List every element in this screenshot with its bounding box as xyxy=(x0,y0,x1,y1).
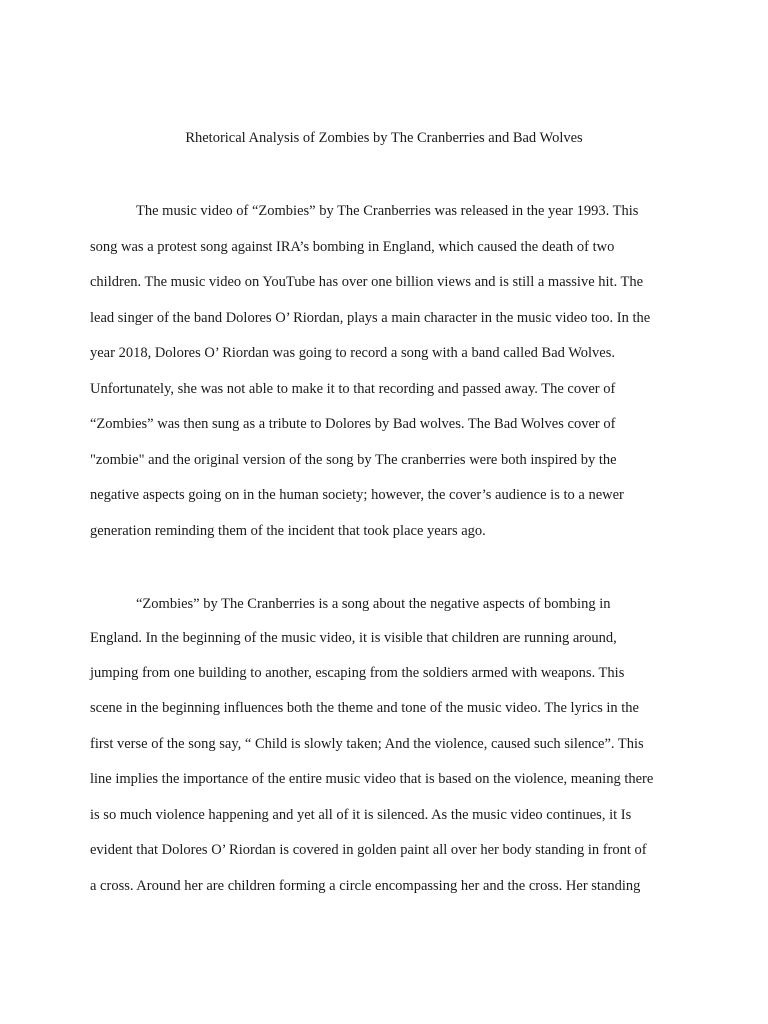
paragraph-line: lead singer of the band Dolores O’ Riordan, plays a main character in the music video too. In the xyxy=(90,310,651,326)
paragraph-line: first verse of the song say, “ Child is slowly taken; And the violence, caused such silence”. This xyxy=(90,736,644,752)
paragraph-line: “Zombies” by The Cranberries is a song about the negative aspects of bombing in xyxy=(136,596,611,612)
paragraph-line: negative aspects going on in the human society; however, the cover’s audience is to a newer xyxy=(90,487,624,503)
paragraph-line: The music video of “Zombies” by The Cranberries was released in the year 1993. This xyxy=(136,203,639,219)
paragraph-line: line implies the importance of the entire music video that is based on the violence, meaning there xyxy=(90,771,654,787)
paragraph-line: England. In the beginning of the music video, it is visible that children are running around, xyxy=(90,630,617,646)
paragraph-line: evident that Dolores O’ Riordan is covered in golden paint all over her body standing in front of xyxy=(90,842,647,858)
paragraph-line: Unfortunately, she was not able to make it to that recording and passed away. The cover of xyxy=(90,381,616,397)
paragraph-line: a cross. Around her are children forming a circle encompassing her and the cross. Her standing xyxy=(90,878,641,894)
paragraph-line: “Zombies” was then sung as a tribute to Dolores by Bad wolves. The Bad Wolves cover of xyxy=(90,416,616,432)
paragraph-line: song was a protest song against IRA’s bombing in England, which caused the death of two xyxy=(90,239,615,255)
paragraph-line: jumping from one building to another, escaping from the soldiers armed with weapons. This xyxy=(90,665,625,681)
paragraph-line: year 2018, Dolores O’ Riordan was going to record a song with a band called Bad Wolves. xyxy=(90,345,616,361)
paragraph-line: scene in the beginning influences both the theme and tone of the music video. The lyrics in the xyxy=(90,700,639,716)
paragraph-line: children. The music video on YouTube has over one billion views and is still a massive hit. The xyxy=(90,274,644,290)
paragraph-line: is so much violence happening and yet all of it is silenced. As the music video continues, it Is xyxy=(90,807,632,823)
paragraph-line: "zombie" and the original version of the song by The cranberries were both inspired by the xyxy=(90,452,617,468)
document-title: Rhetorical Analysis of Zombies by The Cranberries and Bad Wolves xyxy=(185,130,583,146)
paragraph-line: generation reminding them of the incident that took place years ago. xyxy=(90,523,486,539)
